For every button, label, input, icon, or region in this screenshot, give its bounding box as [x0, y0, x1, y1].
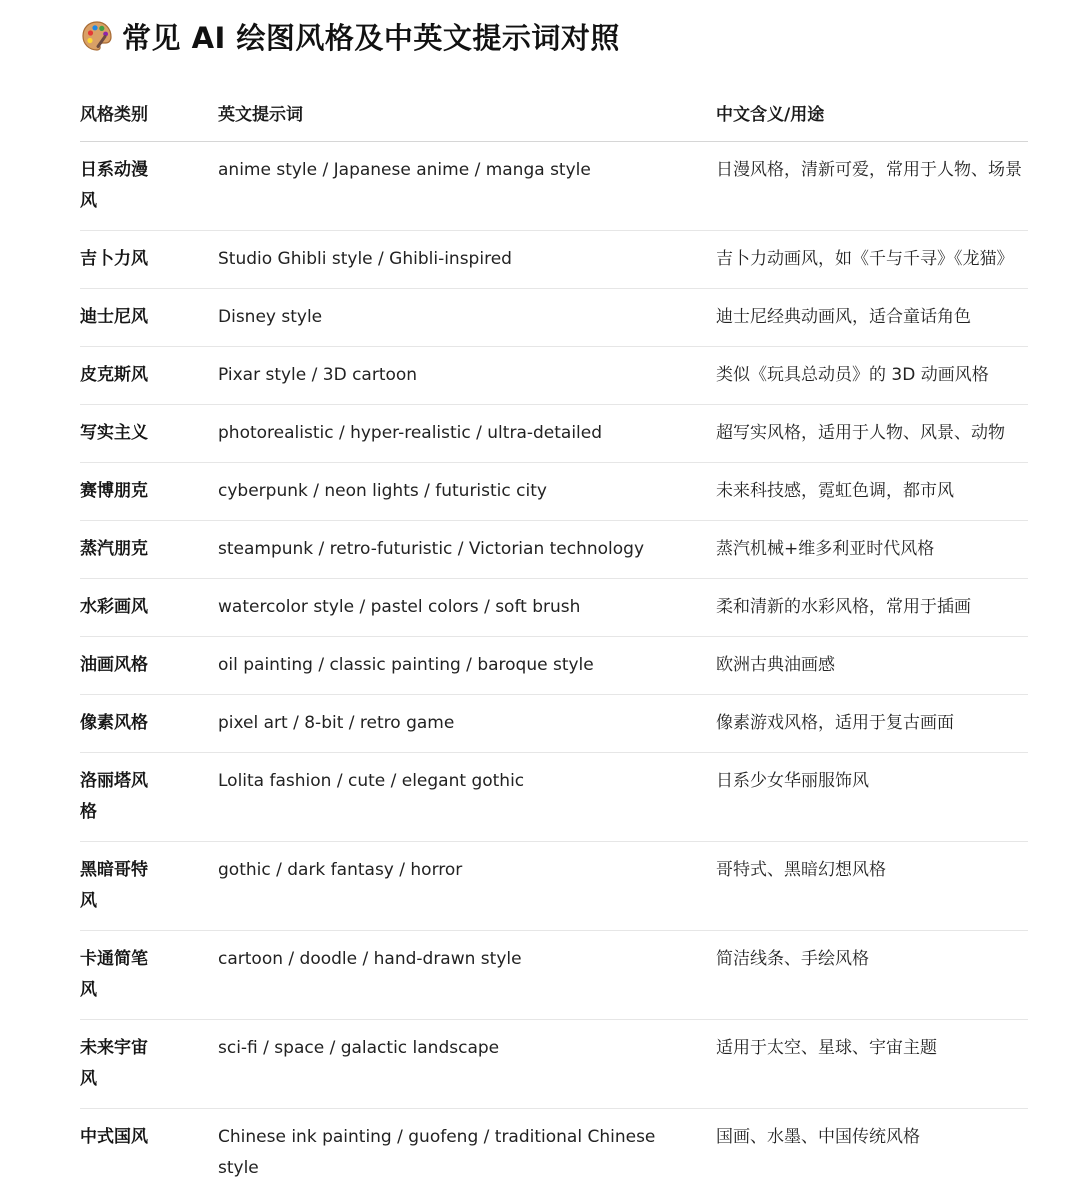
- english-prompt-cell: [218, 231, 716, 289]
- chinese-meaning-cell-text: 简洁线条、手绘风格: [716, 949, 869, 969]
- style-category-cell-text: 吉卜力风: [80, 249, 148, 269]
- chinese-meaning-cell-text: 柔和清新的水彩风格，常用于插画: [716, 597, 971, 617]
- english-prompt-cell-text: Chinese ink painting / guofeng / traditional Chinese style: [218, 1127, 656, 1178]
- table-row: [80, 695, 1028, 753]
- style-category-cell-text: 水彩画风: [80, 597, 148, 617]
- style-category-cell-text: 黑暗哥特风: [80, 860, 148, 911]
- table-row: [80, 1109, 1028, 1198]
- style-category-cell: [80, 842, 218, 931]
- chinese-meaning-cell-text: 哥特式、黑暗幻想风格: [716, 860, 886, 880]
- chinese-meaning-cell: [716, 753, 1028, 842]
- table-row: [80, 931, 1028, 1020]
- english-prompt-cell: [218, 289, 716, 347]
- chinese-meaning-cell: [716, 231, 1028, 289]
- style-category-cell: [80, 231, 218, 289]
- english-prompt-cell-text: pixel art / 8-bit / retro game: [218, 713, 455, 733]
- header-style-category: 风格类别: [80, 84, 218, 142]
- chinese-meaning-cell: [716, 521, 1028, 579]
- style-category-cell: [80, 521, 218, 579]
- table-row: [80, 231, 1028, 289]
- english-prompt-cell: [218, 753, 716, 842]
- style-category-cell-text: 迪士尼风: [80, 307, 148, 327]
- table-row: [80, 405, 1028, 463]
- english-prompt-cell-text: watercolor style / pastel colors / soft brush: [218, 597, 581, 617]
- table-row: [80, 289, 1028, 347]
- page-title: [80, 14, 620, 58]
- chinese-meaning-cell-text: 日系少女华丽服饰风: [716, 771, 869, 791]
- palette-icon: [80, 19, 114, 53]
- table-row: [80, 1020, 1028, 1109]
- chinese-meaning-cell: [716, 695, 1028, 753]
- chinese-meaning-cell: [716, 1020, 1028, 1109]
- english-prompt-cell: [218, 521, 716, 579]
- english-prompt-cell-text: Studio Ghibli style / Ghibli-inspired: [218, 249, 512, 269]
- chinese-meaning-cell-text: 未来科技感，霓虹色调，都市风: [716, 481, 954, 501]
- chinese-meaning-cell: [716, 463, 1028, 521]
- chinese-meaning-cell-text: 适用于太空、星球、宇宙主题: [716, 1038, 937, 1058]
- table-row: [80, 521, 1028, 579]
- table-row: [80, 579, 1028, 637]
- english-prompt-cell-text: Lolita fashion / cute / elegant gothic: [218, 771, 525, 791]
- chinese-meaning-cell: [716, 842, 1028, 931]
- english-prompt-cell-text: sci-fi / space / galactic landscape: [218, 1038, 500, 1058]
- chinese-meaning-cell: [716, 637, 1028, 695]
- table-row: [80, 753, 1028, 842]
- english-prompt-cell: [218, 463, 716, 521]
- english-prompt-cell-text: photorealistic / hyper-realistic / ultra-detailed: [218, 423, 603, 443]
- chinese-meaning-cell: [716, 142, 1028, 231]
- english-prompt-cell-text: cartoon / doodle / hand-drawn style: [218, 949, 522, 969]
- table-row: [80, 637, 1028, 695]
- english-prompt-cell-text: Pixar style / 3D cartoon: [218, 365, 418, 385]
- english-prompt-cell: [218, 842, 716, 931]
- english-prompt-cell-text: Disney style: [218, 307, 323, 327]
- style-category-cell-text: 洛丽塔风格: [80, 771, 148, 822]
- table-row: [80, 842, 1028, 931]
- english-prompt-cell: [218, 637, 716, 695]
- english-prompt-cell-text: gothic / dark fantasy / horror: [218, 860, 463, 880]
- style-category-cell-text: 中式国风: [80, 1127, 148, 1147]
- page-title-text: 常见 AI 绘图风格及中英文提示词对照: [122, 20, 620, 55]
- style-category-cell: [80, 142, 218, 231]
- english-prompt-cell: [218, 695, 716, 753]
- english-prompt-cell: [218, 579, 716, 637]
- chinese-meaning-cell: [716, 931, 1028, 1020]
- chinese-meaning-cell-text: 日漫风格，清新可爱，常用于人物、场景: [716, 160, 1022, 180]
- english-prompt-cell: [218, 142, 716, 231]
- english-prompt-cell: [218, 405, 716, 463]
- style-category-cell: [80, 753, 218, 842]
- chinese-meaning-cell: [716, 579, 1028, 637]
- style-category-cell: [80, 579, 218, 637]
- chinese-meaning-cell-text: 迪士尼经典动画风，适合童话角色: [716, 307, 971, 327]
- style-category-cell-text: 日系动漫风: [80, 160, 148, 211]
- style-category-cell: [80, 637, 218, 695]
- english-prompt-cell-text: steampunk / retro-futuristic / Victorian technology: [218, 539, 645, 559]
- english-prompt-cell: [218, 1109, 716, 1198]
- chinese-meaning-cell: [716, 1109, 1028, 1198]
- style-category-cell-text: 赛博朋克: [80, 481, 148, 501]
- style-category-cell-text: 蒸汽朋克: [80, 539, 148, 559]
- english-prompt-cell: [218, 347, 716, 405]
- chinese-meaning-cell-text: 国画、水墨、中国传统风格: [716, 1127, 920, 1147]
- chinese-meaning-cell: [716, 405, 1028, 463]
- style-category-cell-text: 卡通简笔风: [80, 949, 148, 1000]
- style-category-cell: [80, 931, 218, 1020]
- english-prompt-cell: [218, 931, 716, 1020]
- chinese-meaning-cell-text: 像素游戏风格，适用于复古画面: [716, 713, 954, 733]
- chinese-meaning-cell-text: 超写实风格，适用于人物、风景、动物: [716, 423, 1005, 443]
- chinese-meaning-cell: [716, 347, 1028, 405]
- style-category-cell: [80, 289, 218, 347]
- chinese-meaning-cell-text: 类似《玩具总动员》的 3D 动画风格: [716, 365, 989, 385]
- style-comparison-table: [80, 84, 1028, 1197]
- chinese-meaning-cell: [716, 289, 1028, 347]
- style-category-cell-text: 像素风格: [80, 713, 148, 733]
- table-row: [80, 142, 1028, 231]
- style-category-cell-text: 写实主义: [80, 423, 148, 443]
- english-prompt-cell-text: anime style / Japanese anime / manga style: [218, 160, 591, 180]
- table-row: [80, 463, 1028, 521]
- table-header-row: [80, 84, 1028, 142]
- style-category-cell: [80, 347, 218, 405]
- english-prompt-cell-text: cyberpunk / neon lights / futuristic city: [218, 481, 547, 501]
- style-category-cell: [80, 1020, 218, 1109]
- chinese-meaning-cell-text: 欧洲古典油画感: [716, 655, 835, 675]
- chinese-meaning-cell-text: 蒸汽机械+维多利亚时代风格: [716, 539, 935, 559]
- style-category-cell: [80, 1109, 218, 1198]
- header-chinese-meaning: 中文含义/用途: [716, 84, 1028, 142]
- style-category-cell-text: 皮克斯风: [80, 365, 148, 385]
- style-category-cell-text: 油画风格: [80, 655, 148, 675]
- header-english-prompt: 英文提示词: [218, 84, 716, 142]
- english-prompt-cell: [218, 1020, 716, 1109]
- style-category-cell: [80, 405, 218, 463]
- style-category-cell-text: 未来宇宙风: [80, 1038, 148, 1089]
- style-category-cell: [80, 463, 218, 521]
- table-row: [80, 347, 1028, 405]
- style-category-cell: [80, 695, 218, 753]
- chinese-meaning-cell-text: 吉卜力动画风，如《千与千寻》《龙猫》: [716, 249, 1014, 269]
- english-prompt-cell-text: oil painting / classic painting / baroque style: [218, 655, 594, 675]
